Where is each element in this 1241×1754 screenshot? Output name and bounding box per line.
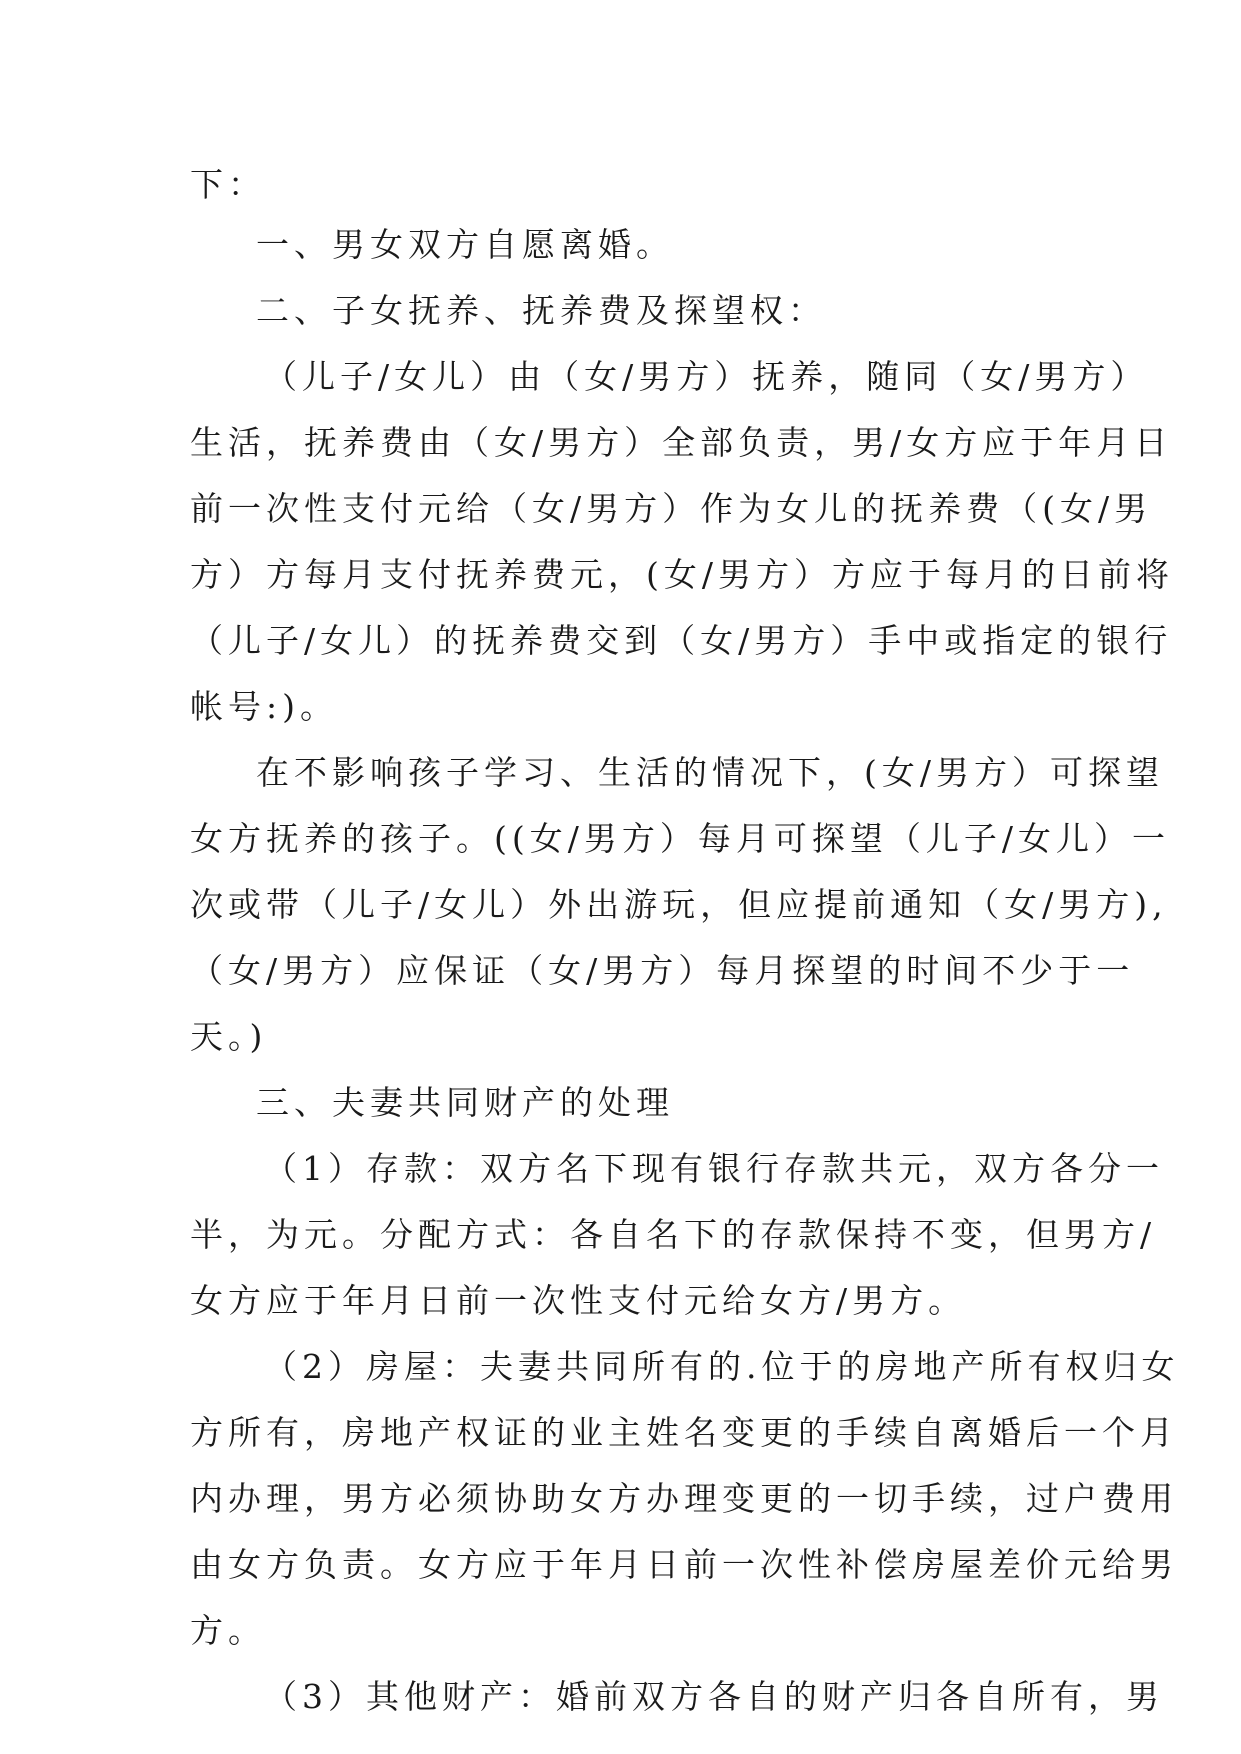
paragraph-line: （女/男方）应保证（女/男方）每月探望的时间不少于一 xyxy=(190,951,1135,990)
paragraph-line: 在不影响孩子学习、生活的情况下，(女/男方）可探望 xyxy=(256,753,1164,792)
paragraph-line: （2）房屋：夫妻共同所有的.位于的房地产所有权归女 xyxy=(264,1347,1180,1386)
paragraph-line: 半，为元。分配方式：各自名下的存款保持不变，但男方/ xyxy=(190,1215,1157,1254)
paragraph-line: 由女方负责。女方应于年月日前一次性补偿房屋差价元给男 xyxy=(190,1545,1178,1584)
paragraph-line: （儿子/女儿）的抚养费交到（女/男方）手中或指定的银行 xyxy=(190,621,1173,660)
paragraph-line: 方所有，房地产权证的业主姓名变更的手续自离婚后一个月 xyxy=(190,1413,1178,1452)
paragraph-line: （1）存款：双方名下现有银行存款共元，双方各分一 xyxy=(264,1149,1164,1188)
paragraph-line: 天。) xyxy=(190,1017,268,1056)
paragraph-line: 前一次性支付元给（女/男方）作为女儿的抚养费（(女/男 xyxy=(190,489,1153,528)
section-heading: 一、男女双方自愿离婚。 xyxy=(256,225,674,264)
document-body xyxy=(190,158,1180,1730)
paragraph-line: 内办理，男方必须协助女方办理变更的一切手续，过户费用 xyxy=(190,1479,1178,1518)
paragraph-line: 方）方每月支付抚养费元，(女/男方）方应于每月的日前将 xyxy=(190,555,1174,594)
paragraph-line: 次或带（儿子/女儿）外出游玩，但应提前通知（女/男方), xyxy=(190,885,1168,924)
paragraph-line: （3）其他财产：婚前双方各自的财产归各自所有，男 xyxy=(264,1677,1164,1716)
text-line: 下： xyxy=(190,165,266,204)
paragraph-line: 帐号:)。 xyxy=(190,687,338,726)
paragraph-line: （儿子/女儿）由（女/男方）抚养，随同（女/男方） xyxy=(264,357,1149,396)
paragraph-line: 女方应于年月日前一次性支付元给女方/男方。 xyxy=(190,1281,967,1320)
paragraph-line: 方。 xyxy=(190,1611,266,1650)
paragraph-line: 生活，抚养费由（女/男方）全部负责，男/女方应于年月日 xyxy=(190,423,1173,462)
section-heading: 二、子女抚养、抚养费及探望权： xyxy=(256,291,826,330)
section-heading: 三、夫妻共同财产的处理 xyxy=(256,1083,674,1122)
paragraph-line: 女方抚养的孩子。((女/男方）每月可探望（儿子/女儿）一 xyxy=(190,819,1170,858)
